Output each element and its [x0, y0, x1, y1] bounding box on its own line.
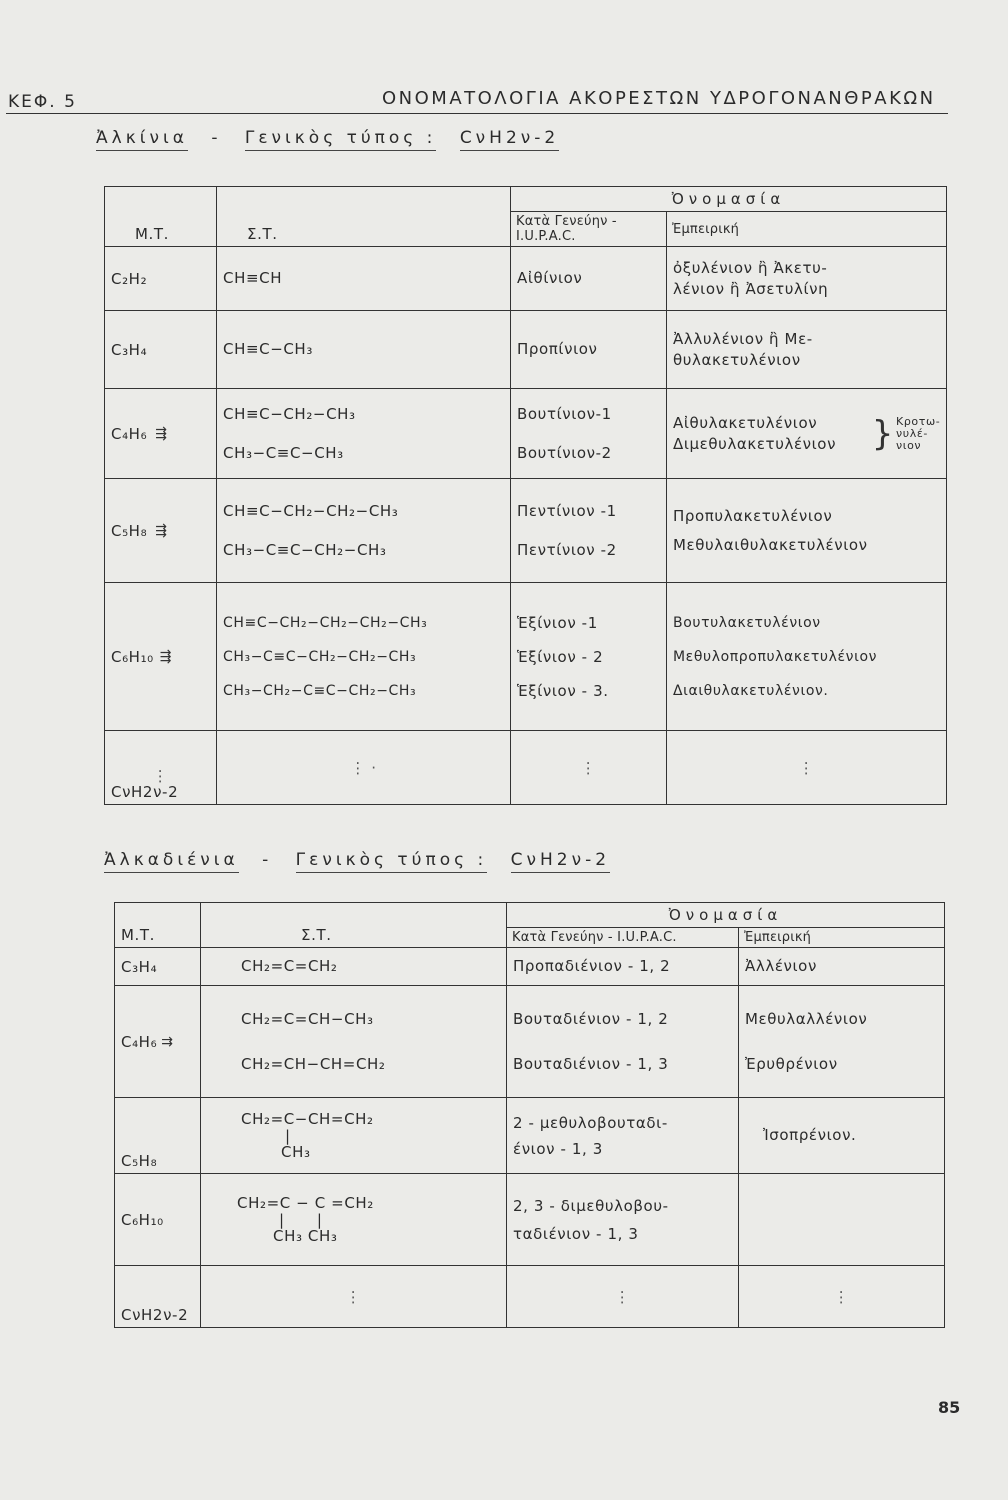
alkynes-col-naming: Ὀνομασία: [511, 187, 947, 212]
molecular-formula: C₅H₈ ⇶: [105, 479, 217, 583]
table-row: [105, 583, 947, 731]
iupac-name: Αἰθίνιον: [511, 247, 667, 311]
table-row: [105, 311, 947, 389]
iupac-name: Πεντίνιον -1 Πεντίνιον -2: [511, 479, 667, 583]
table-row: [105, 479, 947, 583]
brace-label: Κροτω-νυλέ-νιον: [896, 414, 941, 452]
molecular-formula: C₅H₈: [115, 1098, 201, 1174]
structural-formula: CH≡C−CH₂−CH₂−CH₂−CH₃ CH₃−C≡C−CH₂−CH₂−CH₃ CH₃−CH₂−C≡C−CH₂−CH₃: [217, 583, 511, 731]
chapter-title: ΟΝΟΜΑΤΟΛΟΓΙΑ ΑΚΟΡΕΣΤΩΝ ΥΔΡΟΓΟΝΑΝΘΡΑΚΩΝ: [382, 88, 936, 109]
alkadienes-col-naming: Ὀνομασία: [507, 903, 945, 928]
molecular-formula: CνH2ν-2: [115, 1266, 201, 1328]
continuation-cell: [507, 1266, 739, 1328]
branch-arrows-icon: ⇶: [159, 648, 173, 665]
molecular-formula: C₆H₁₀ ⇶: [105, 583, 217, 731]
table-row: [105, 731, 947, 805]
alkadienes-heading: Ἀλκαδιένια: [104, 850, 239, 873]
iupac-name: Βουταδιένιον - 1, 2 Βουταδιένιον - 1, 3: [507, 986, 739, 1098]
continuation-dots-icon: ⋮: [152, 767, 169, 785]
alkynes-col-st: Σ.Τ.: [217, 187, 511, 247]
structural-formula: CH≡C−CH₃: [217, 311, 511, 389]
empirical-name: Ἰσοπρένιον.: [739, 1098, 945, 1174]
iupac-name: 2, 3 - διμεθυλοβου- ταδιένιον - 1, 3: [507, 1174, 739, 1266]
alkadienes-table: [114, 902, 945, 1328]
alkynes-general-formula-label: Γενικὸς τύπος :: [245, 128, 437, 151]
continuation-dots-icon: ⋮: [580, 758, 597, 777]
iupac-name: Προπαδιένιον - 1, 2: [507, 948, 739, 986]
empirical-name: ὀξυλένιον ἢ Ἀκετυ- λένιον ἢ Ἀσετυλίνη: [667, 247, 947, 311]
molecular-formula: C₆H₁₀: [115, 1174, 201, 1266]
structural-formula: CH≡C−CH₂−CH₂−CH₃ CH₃−C≡C−CH₂−CH₃: [217, 479, 511, 583]
continuation-cell: [511, 731, 667, 805]
continuation-cell: [667, 731, 947, 805]
table-row: [115, 1174, 945, 1266]
alkadienes-dash: -: [262, 850, 273, 870]
structural-formula: CH₂=C − C =CH₂ | | CH₃ CH₃: [201, 1174, 507, 1266]
branch-arrows-icon: ⇶: [155, 522, 168, 539]
iupac-name: Βουτίνιον-1 Βουτίνιον-2: [511, 389, 667, 479]
right-brace-icon: }: [871, 413, 894, 454]
empirical-name: Προπυλακετυλένιον Μεθυλαιθυλακετυλένιον: [667, 479, 947, 583]
continuation-cell: [739, 1266, 945, 1328]
alkynes-general-formula: CνH2ν-2: [460, 128, 559, 151]
alkadienes-section-title: [104, 850, 610, 870]
iupac-name: 2 - μεθυλοβουταδι- ένιον - 1, 3: [507, 1098, 739, 1174]
iupac-name: Προπίνιον: [511, 311, 667, 389]
empirical-name: Ἀλλυλένιον ἢ Με- θυλακετυλένιον: [667, 311, 947, 389]
table-row: [115, 1098, 945, 1174]
structural-formula: CH₂=C=CH−CH₃ CH₂=CH−CH=CH₂: [201, 986, 507, 1098]
alkadienes-general-formula-label: Γενικὸς τύπος :: [296, 850, 488, 873]
table-row: [105, 389, 947, 479]
alkadienes-col-iupac: Κατὰ Γενεύην - I.U.P.A.C.: [507, 928, 739, 948]
empirical-name: Μεθυλαλλένιον Ἐρυθρένιον: [739, 986, 945, 1098]
alkadienes-col-mt: Μ.Τ.: [115, 903, 201, 948]
structural-formula: CH≡C−CH₂−CH₃ CH₃−C≡C−CH₃: [217, 389, 511, 479]
continuation-cell: [217, 731, 511, 805]
empirical-name: Αἰθυλακετυλένιον Διμεθυλακετυλένιον } Κροτω-νυλέ-νιον: [667, 389, 947, 479]
molecular-formula: C₂H₂: [105, 247, 217, 311]
alkadienes-col-empirical: Ἐμπειρική: [739, 928, 945, 948]
empirical-name: [739, 1174, 945, 1266]
molecular-formula: C₄H₆ ⇶: [105, 389, 217, 479]
alkynes-heading: Ἀλκίνια: [96, 128, 188, 151]
alkynes-dash: -: [211, 128, 222, 148]
header-rule: [6, 113, 948, 114]
table-row: [115, 986, 945, 1098]
continuation-dots-icon: ⋮ ·: [350, 758, 377, 777]
alkynes-col-iupac: Κατὰ Γενεύην - I.U.P.A.C.: [511, 212, 667, 247]
table-row: [105, 247, 947, 311]
alkynes-col-mt: Μ.Τ.: [105, 187, 217, 247]
continuation-dots-icon: ⋮: [833, 1287, 850, 1306]
alkynes-col-empirical: Ἐμπειρική: [667, 212, 947, 247]
table-row: [115, 1266, 945, 1328]
structural-formula: CH≡CH: [217, 247, 511, 311]
molecular-formula: ⋮ CνH2ν-2: [105, 731, 217, 805]
structural-formula: CH₂=C=CH₂: [201, 948, 507, 986]
alkadienes-general-formula: CνH2ν-2: [511, 850, 610, 873]
alkynes-table: [104, 186, 947, 805]
molecular-formula: C₄H₆ ⇉: [115, 986, 201, 1098]
branch-arrows-icon: ⇉: [161, 1033, 174, 1050]
iupac-name: Ἑξίνιον -1 Ἑξίνιον - 2 Ἑξίνιον - 3.: [511, 583, 667, 731]
chapter-label: ΚΕΦ. 5: [8, 92, 77, 112]
molecular-formula: C₃H₄: [105, 311, 217, 389]
branch-arrows-icon: ⇶: [155, 425, 168, 442]
page-number: 85: [938, 1398, 961, 1417]
continuation-dots-icon: ⋮: [798, 758, 815, 777]
empirical-name: Βουτυλακετυλένιον Μεθυλοπροπυλακετυλένιον Διαιθυλακετυλένιον.: [667, 583, 947, 731]
alkadienes-col-st: Σ.Τ.: [201, 903, 507, 948]
table-row: [115, 948, 945, 986]
continuation-dots-icon: ⋮: [345, 1287, 362, 1306]
molecular-formula: C₃H₄: [115, 948, 201, 986]
alkynes-section-title: [96, 128, 559, 148]
continuation-cell: [201, 1266, 507, 1328]
empirical-name: Ἀλλένιον: [739, 948, 945, 986]
structural-formula: CH₂=C−CH=CH₂ | CH₃: [201, 1098, 507, 1174]
continuation-dots-icon: ⋮: [614, 1287, 631, 1306]
